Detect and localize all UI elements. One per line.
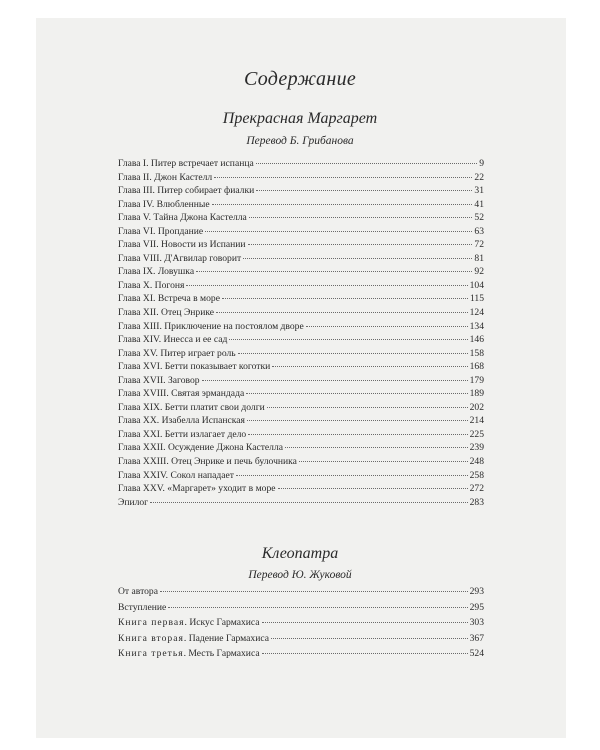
toc-entry-page: 158 xyxy=(469,347,484,359)
toc-entry xyxy=(118,320,484,334)
dot-leader xyxy=(216,312,468,313)
toc-entry-label: Эпилог xyxy=(118,496,149,508)
dot-leader xyxy=(248,244,473,245)
toc-entry xyxy=(118,252,484,266)
toc-entry-label: Глава XXIV. Сокол нападает xyxy=(118,469,234,481)
dot-leader xyxy=(278,488,468,489)
dot-leader xyxy=(196,271,472,272)
toc-entry-label: Глава XIII. Приключение на постоялом дворе xyxy=(118,320,304,332)
toc-entry-page: 367 xyxy=(469,632,484,644)
toc-entry xyxy=(118,211,484,225)
toc-entry-page: 168 xyxy=(469,361,484,373)
toc-entry-page: 124 xyxy=(469,307,484,319)
part2-title: Клеопатра xyxy=(261,545,339,562)
dot-leader xyxy=(202,380,468,381)
book-subtitle: . Искус Гармахиса xyxy=(184,617,260,629)
toc-entry-page: 72 xyxy=(474,239,484,251)
toc-entry-page: 81 xyxy=(474,252,484,264)
toc-entry-label: Глава XI. Встреча в море xyxy=(118,293,220,305)
toc-entry xyxy=(118,441,484,455)
toc-entry-page: 115 xyxy=(469,293,484,305)
toc-entry-page: 225 xyxy=(469,428,484,440)
toc-entry xyxy=(118,414,484,428)
toc-entry-page: 9 xyxy=(479,158,484,169)
dot-leader xyxy=(168,607,467,608)
toc-entry-label: Глава XV. Питер играет роль xyxy=(118,347,236,359)
dot-leader xyxy=(214,177,472,178)
toc-entry-page: 214 xyxy=(469,415,484,427)
toc-entry xyxy=(118,455,484,469)
toc-entry-label: Глава VI. Пропдание xyxy=(118,225,204,237)
toc-entry xyxy=(118,265,484,279)
dot-leader xyxy=(262,653,468,654)
dot-leader xyxy=(285,447,468,448)
toc-entry-page: 31 xyxy=(474,185,484,197)
toc-entry-label: Глава II. Джон Кастелл xyxy=(118,171,213,183)
toc-entry-label: Глава IV. Влюбленные xyxy=(118,198,210,210)
toc-entry-page: 92 xyxy=(474,266,484,278)
toc-entry xyxy=(118,496,484,510)
toc-entry xyxy=(118,360,484,374)
dot-leader xyxy=(262,622,468,623)
part1-title: Прекрасная Маргарет xyxy=(222,110,378,127)
toc-entry xyxy=(118,646,484,662)
dot-leader xyxy=(248,434,467,435)
toc-entry xyxy=(118,225,484,239)
toc-entry xyxy=(118,401,484,415)
toc-entry-page: 258 xyxy=(469,469,484,481)
part1-translator: Перевод Б. Грибанова xyxy=(246,135,354,147)
toc-entry-label: Глава XIV. Инесса и ее сад xyxy=(118,334,228,346)
toc-entry-label: Глава XIX. Бетти платит свои долги xyxy=(118,401,265,413)
toc-entry-page: 272 xyxy=(469,483,484,495)
toc-entry xyxy=(118,184,484,198)
dot-leader xyxy=(212,204,473,205)
toc-entry-label: Глава XVI. Бетти показывает коготки xyxy=(118,361,271,373)
toc-entry-page: 524 xyxy=(469,648,484,660)
toc-entry xyxy=(118,292,484,306)
toc-entry xyxy=(118,171,484,185)
dot-leader xyxy=(256,190,472,191)
toc-entry xyxy=(118,333,484,347)
toc-entry-page: 189 xyxy=(469,388,484,400)
toc-entry xyxy=(118,198,484,212)
toc-title: Содержание xyxy=(243,68,357,90)
toc-entry xyxy=(118,469,484,483)
toc-entry-label: Глава V. Тайна Джона Кастелла xyxy=(118,212,247,224)
toc-entry-page: 22 xyxy=(474,171,484,183)
book-prefix: Книга вторая xyxy=(118,632,184,644)
toc-entry xyxy=(118,584,484,600)
toc-entry-label: Глава IX. Ловушка xyxy=(118,266,195,278)
dot-leader xyxy=(271,638,468,639)
toc-entry-label: Глава XX. Изабелла Испанская xyxy=(118,415,245,427)
dot-leader xyxy=(243,258,472,259)
toc-entry xyxy=(118,482,484,496)
toc-entry-page: 146 xyxy=(469,334,484,346)
toc-entry-page: 283 xyxy=(469,496,484,508)
toc-entry-label: Глава XXI. Бетти излагает дело xyxy=(118,428,247,440)
dot-leader xyxy=(236,475,468,476)
dot-leader xyxy=(247,420,468,421)
toc-entry-label xyxy=(118,631,269,647)
toc-entry-page: 293 xyxy=(469,586,484,597)
dot-leader xyxy=(299,461,468,462)
toc-entry-label: Вступление xyxy=(118,601,167,613)
toc-entry xyxy=(118,306,484,320)
dot-leader xyxy=(306,326,468,327)
dot-leader xyxy=(222,298,468,299)
toc-entry-label: Глава VII. Новости из Испании xyxy=(118,239,246,251)
toc-entry-page: 303 xyxy=(469,617,484,629)
toc-entry-page: 179 xyxy=(469,374,484,386)
toc-entry-label: Глава XVIII. Святая эрмандада xyxy=(118,388,245,400)
toc-entry-label: Глава VIII. Д'Агвилар говорит xyxy=(118,252,242,264)
toc-entry-page: 248 xyxy=(469,456,484,468)
toc-entry-label: Глава XVII. Заговор xyxy=(118,374,200,386)
book-prefix: Книга первая xyxy=(118,617,185,629)
toc-entry-label: Глава III. Питер собирает фиалки xyxy=(118,185,255,197)
book-prefix: Книга третья xyxy=(118,648,184,660)
toc-entry-label: Глава X. Погоня xyxy=(118,279,185,291)
toc-entry xyxy=(118,387,484,401)
toc-entry-page: 63 xyxy=(474,225,484,237)
dot-leader xyxy=(150,502,467,503)
toc-entry xyxy=(118,238,484,252)
book-subtitle: . Месть Гармахиса xyxy=(183,648,260,660)
dot-leader xyxy=(160,591,468,592)
toc-entry xyxy=(118,615,484,631)
toc-entry xyxy=(118,347,484,361)
toc-entry-page: 134 xyxy=(469,320,484,332)
dot-leader xyxy=(249,217,473,218)
toc-entry-label xyxy=(118,615,260,631)
part1-entries xyxy=(118,157,484,509)
toc-entry xyxy=(118,600,484,616)
toc-entry-page: 202 xyxy=(469,401,484,413)
dot-leader xyxy=(229,339,467,340)
dot-leader xyxy=(186,285,467,286)
dot-leader xyxy=(267,407,468,408)
part2-entries xyxy=(118,584,484,662)
dot-leader xyxy=(246,393,467,394)
toc-entry-label: Глава I. Питер встречает испанца xyxy=(118,158,254,169)
toc-entry-page: 104 xyxy=(469,279,484,291)
book-subtitle: . Падение Гармахиса xyxy=(183,632,269,644)
toc-entry-page: 239 xyxy=(469,442,484,454)
toc-entry-page: 52 xyxy=(474,212,484,224)
dot-leader xyxy=(238,353,468,354)
toc-entry xyxy=(118,631,484,647)
toc-entry-page: 41 xyxy=(474,198,484,210)
toc-entry-label: Глава XXV. «Маргарет» уходит в море xyxy=(118,483,276,495)
dot-leader xyxy=(256,163,477,164)
toc-entry xyxy=(118,279,484,293)
toc-entry-label xyxy=(118,646,260,662)
toc-entry xyxy=(118,428,484,442)
toc-entry xyxy=(118,157,484,171)
toc-entry-label: От автора xyxy=(118,586,158,597)
toc-entry-label: Глава XXIII. Отец Энрике и печь булочника xyxy=(118,456,297,468)
dot-leader xyxy=(272,366,467,367)
toc-entry xyxy=(118,374,484,388)
toc-entry-page: 295 xyxy=(469,601,484,613)
toc-entry-label: Глава XXII. Осуждение Джона Кастелла xyxy=(118,442,283,454)
toc-entry-label: Глава XII. Отец Энрике xyxy=(118,307,215,319)
dot-leader xyxy=(205,231,472,232)
part2-translator: Перевод Ю. Жуковой xyxy=(248,569,352,581)
